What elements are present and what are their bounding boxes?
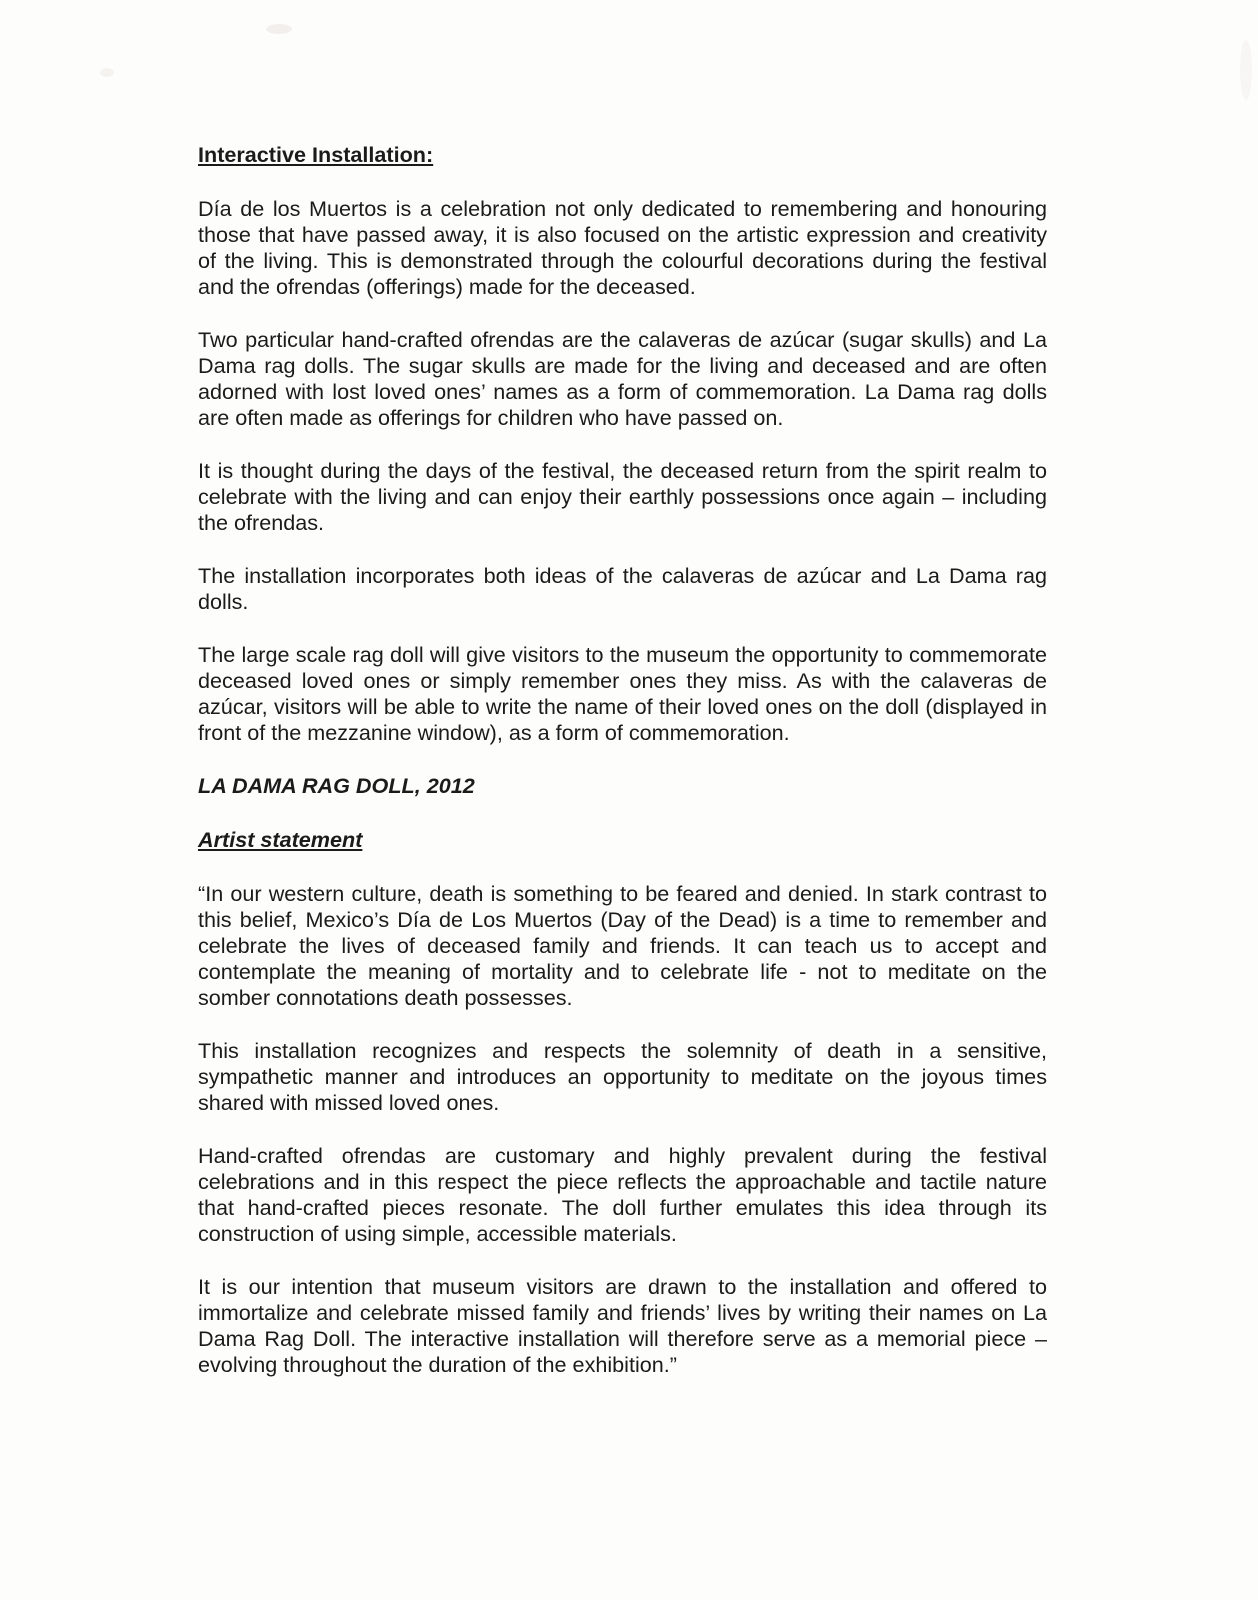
section-heading-interactive-installation: Interactive Installation: [198, 142, 434, 167]
work-title: LA DAMA RAG DOLL, 2012 [198, 773, 475, 798]
paragraph: “In our western culture, death is something to be feared and denied. In stark contrast to this belief, Mexico’s Día de Los Muertos (Day of the Dead) is a time to remember and celebrate the lives of deceased family and friends. It can teach us to accept and contemplate the meaning of mortality and to celebrate life - not to meditate on the somber connotations death possesses. [198, 881, 1047, 1010]
paragraph: It is thought during the days of the festival, the deceased return from the spirit realm to celebrate with the living and can enjoy their earthly possessions once again – including the ofrendas. [198, 458, 1047, 535]
paragraph: Hand-crafted ofrendas are customary and highly prevalent during the festival celebrations and in this respect the piece reflects the approachable and tactile nature that hand-crafted pieces resonate. The doll further emulates this idea through its construction of using simple, accessible materials. [198, 1143, 1047, 1246]
paragraph: Two particular hand-crafted ofrendas are the calaveras de azúcar (sugar skulls) and La Dama rag dolls. The sugar skulls are made for the living and deceased and are often adorned with lost loved ones’ names as a form of commemoration. La Dama rag dolls are often made as offerings for children who have passed on. [198, 327, 1047, 430]
scan-smudge [266, 24, 292, 34]
scan-smudge [100, 68, 114, 77]
paragraph: This installation recognizes and respects the solemnity of death in a sensitive, sympathetic manner and introduces an opportunity to meditate on the joyous times shared with missed loved ones. [198, 1038, 1047, 1115]
document-body [198, 142, 1047, 1378]
paragraph: The large scale rag doll will give visitors to the museum the opportunity to commemorate deceased loved ones or simply remember ones they miss. As with the calaveras de azúcar, visitors will be able to write the name of their loved ones on the doll (displayed in front of the mezzanine window), as a form of commemoration. [198, 642, 1047, 745]
paragraph: It is our intention that museum visitors are drawn to the installation and offered to immortalize and celebrate missed family and friends’ lives by writing their names on La Dama Rag Doll. The interactive installation will therefore serve as a memorial piece – evolving throughout the duration of the exhibition.” [198, 1274, 1047, 1377]
scan-edge-shadow [1240, 40, 1252, 100]
paragraph: The installation incorporates both ideas of the calaveras de azúcar and La Dama rag dolls. [198, 563, 1047, 614]
section-heading-artist-statement: Artist statement [198, 827, 363, 852]
paragraph: Día de los Muertos is a celebration not only dedicated to remembering and honouring those that have passed away, it is also focused on the artistic expression and creativity of the living. This is demonstrated through the colourful decorations during the festival and the ofrendas (offerings) made for the deceased. [198, 196, 1047, 299]
